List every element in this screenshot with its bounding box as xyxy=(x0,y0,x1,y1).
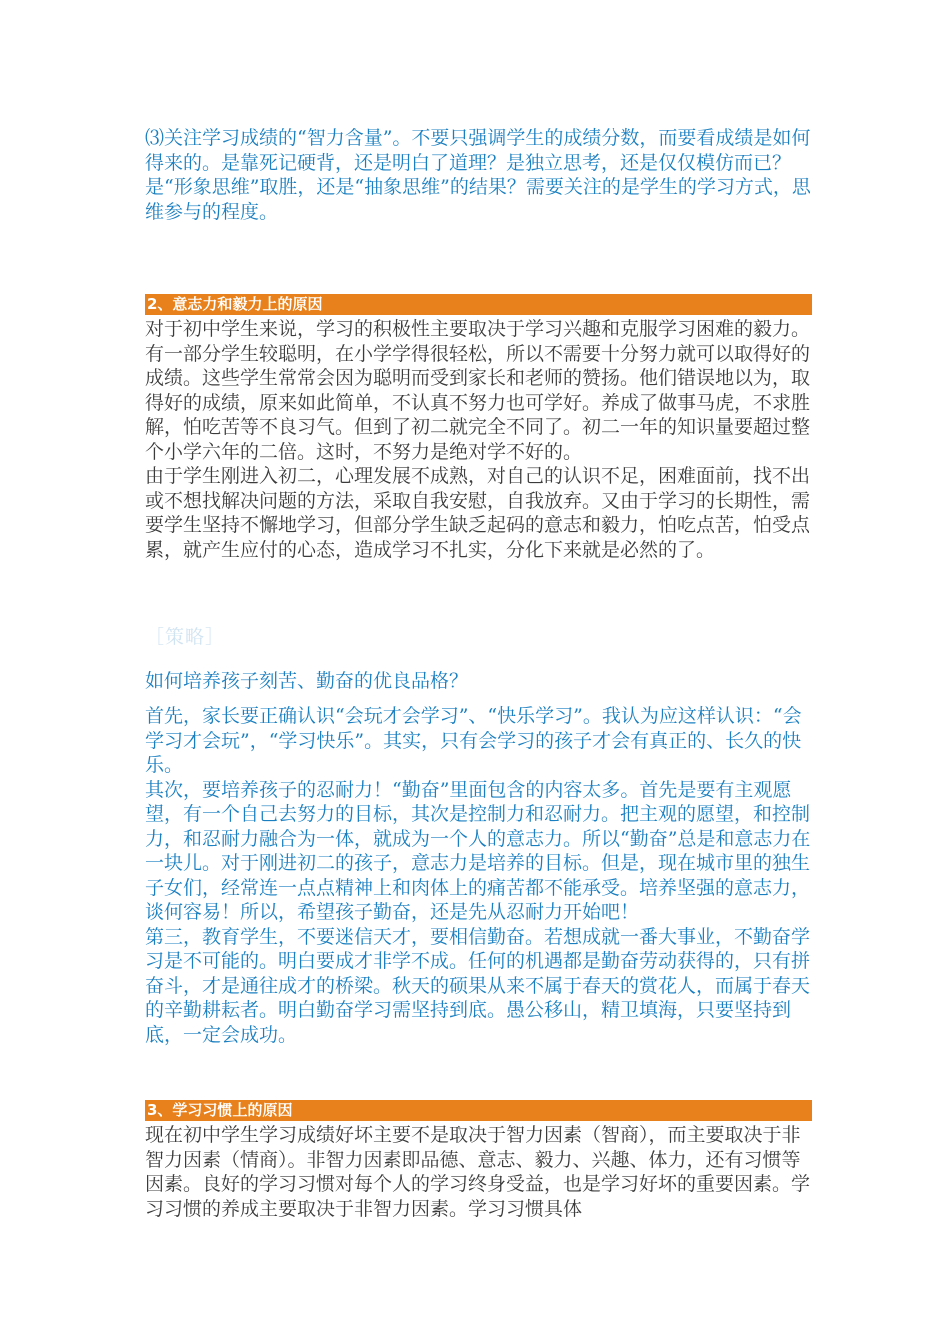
intro-block xyxy=(145,126,815,224)
strategy-paragraph-2: 其次，要培养孩子的忍耐力！“勤奋”里面包含的内容太多。首先是要有主观愿望，有一个自己去努力的目标，其次是控制力和忍耐力。把主观的愿望，和控制力，和忍耐力融合为一体，就成为一个人的意志力。所以“勤奋”总是和意志力在一块儿。对于刚进初二的孩子，意志力是培养的目标。但是，现在城市里的独生子女们，经常连一点点精神上和肉体上的痛苦都不能承受。培养坚强的意志力，谈何容易！所以，希望孩子勤奋，还是先从忍耐力开始吧！ xyxy=(145,778,811,923)
strategy-paragraph-3: 第三，教育学生，不要迷信天才，要相信勤奋。若想成就一番大事业，不勤奋学习是不可能的。明白要成才非学不成。任何的机遇都是勤奋劳动获得的，只有拼奋斗，才是通往成才的桥梁。秋天的硕果从来不属于春天的赏花人，而属于春天的辛勤耕耘者。明白勤奋学习需坚持到底。愚公移山，精卫填海，只要坚持到底，一定会成功。 xyxy=(145,925,811,1046)
section-2-paragraph-1: 对于初中学生来说，学习的积极性主要取决于学习兴趣和克服学习困难的毅力。有一部分学生较聪明，在小学学得很轻松，所以不需要十分努力就可以取得好的成绩。这些学生常常会因为聪明而受到家长和老师的赞扬。他们错误地以为，取得好的成绩，原来如此简单，不认真不努力也可学好。养成了做事马虎，不求胜解，怕吃苦等不良习气。但到了初二就完全不同了。初二一年的知识量要超过整个小学六年的二倍。这时，不努力是绝对学不好的。 xyxy=(145,318,811,463)
strategy-question: 如何培养孩子刻苦、勤奋的优良品格？ xyxy=(145,670,469,692)
section-3-body xyxy=(145,1123,815,1221)
intro-paragraph: ⑶关注学习成绩的“智力含量”。不要只强调学生的成绩分数，而要看成绩是如何得来的。是靠死记硬背，还是明白了道理？是独立思考，还是仅仅模仿而已？是“形象思维”取胜，还是“抽象思维”的结果？需要关注的是学生的学习方式，思维参与的程度。 xyxy=(145,127,811,223)
section-3-heading: 3、学习习惯上的原因 xyxy=(145,1100,812,1121)
section-2-body xyxy=(145,317,815,562)
strategy-label: ［策略］ xyxy=(145,626,226,648)
section-3-paragraph: 现在初中学生学习成绩好坏主要不是取决于智力因素（智商），而主要取决于非智力因素（情商）。非智力因素即品德、意志、毅力、兴趣、体力，还有习惯等因素。良好的学习习惯对每个人的学习终身受益，也是学习好坏的重要因素。学习习惯的养成主要取决于非智力因素。学习习惯具体 xyxy=(145,1124,811,1220)
strategy-paragraph-1: 首先，家长要正确认识“会玩才会学习”、“快乐学习”。我认为应这样认识：“会学习才会玩”，“学习快乐”。其实，只有会学习的孩子才会有真正的、长久的快乐。 xyxy=(145,705,802,776)
section-2-heading: 2、意志力和毅力上的原因 xyxy=(145,294,812,315)
strategy-body xyxy=(145,704,815,1047)
section-2-paragraph-2: 由于学生刚进入初二，心理发展不成熟，对自己的认识不足，困难面前，找不出或不想找解决问题的方法，采取自我安慰，自我放弃。又由于学习的长期性，需要学生坚持不懈地学习，但部分学生缺乏起码的意志和毅力，怕吃点苦，怕受点累，就产生应付的心态，造成学习不扎实，分化下来就是必然的了。 xyxy=(145,465,811,561)
